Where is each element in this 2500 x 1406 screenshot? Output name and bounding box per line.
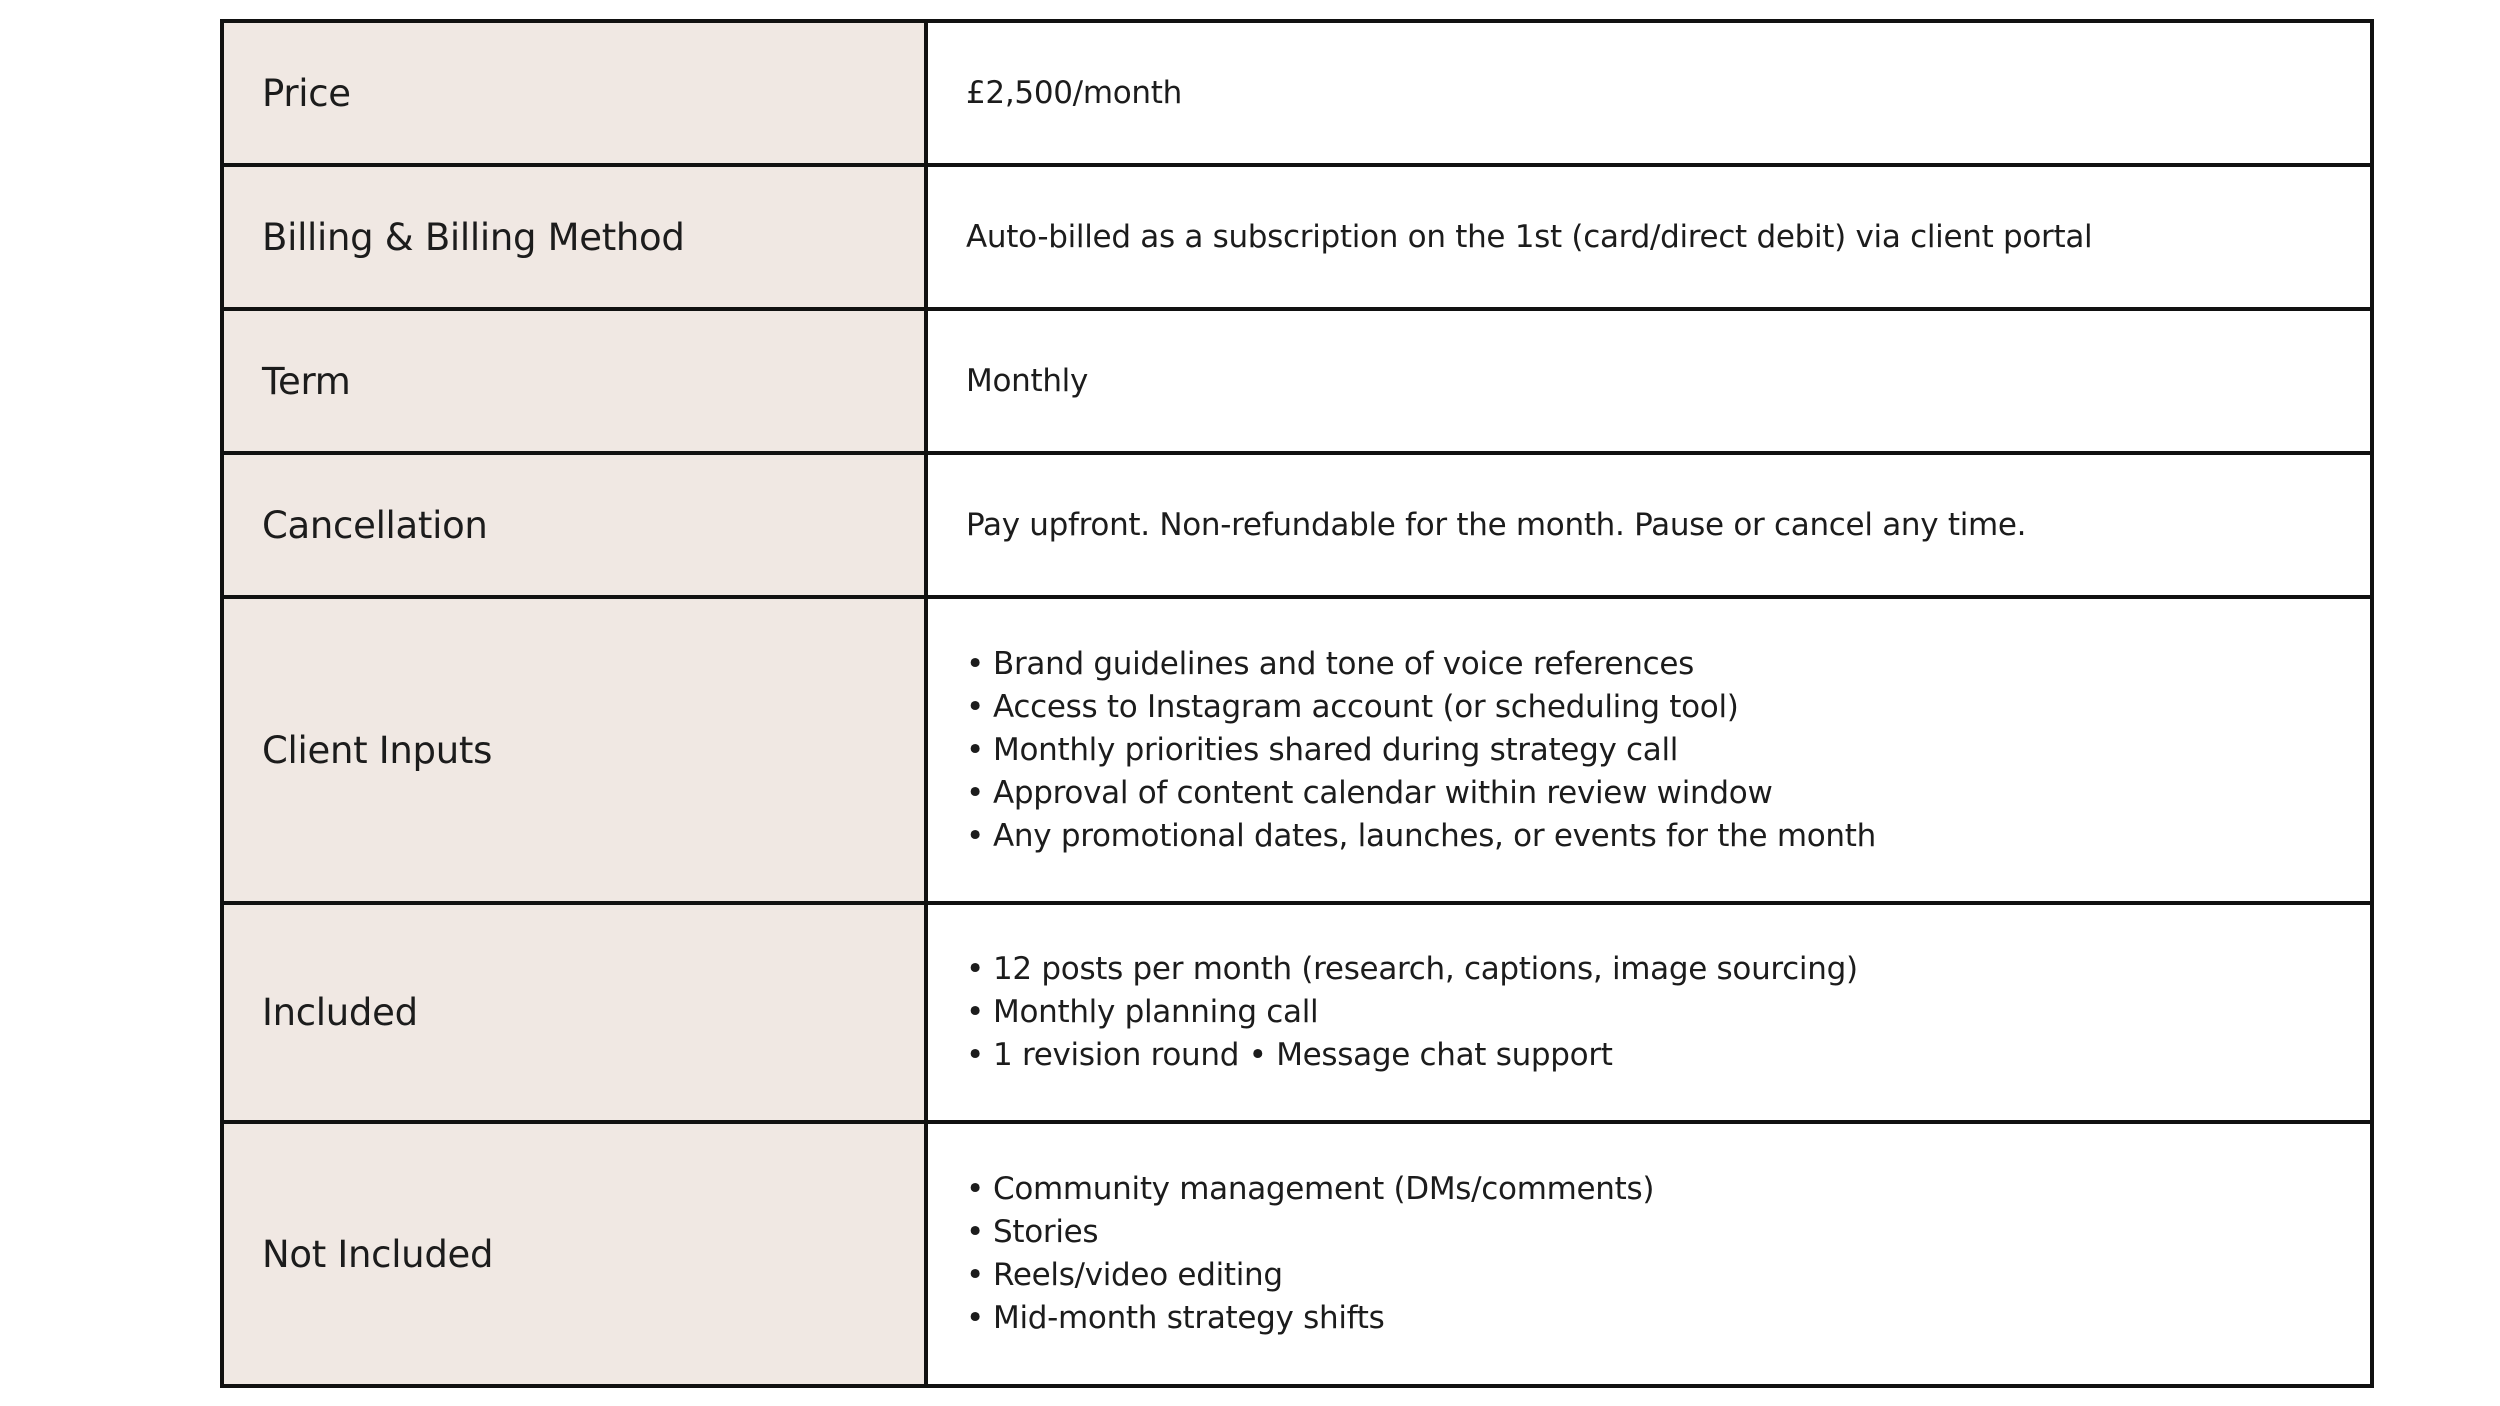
row-value-billing: Auto-billed as a subscription on the 1st (card/direct debit) via client portal xyxy=(926,165,2372,309)
table-row-price xyxy=(222,21,2372,165)
list-item: • Monthly planning call xyxy=(966,991,2340,1034)
row-label-included: Included xyxy=(222,903,926,1122)
list-item: • Stories xyxy=(966,1211,2340,1254)
row-label-not-included: Not Included xyxy=(222,1122,926,1386)
table-row-client-inputs xyxy=(222,597,2372,903)
table-row-term xyxy=(222,309,2372,453)
row-value-included xyxy=(926,903,2372,1122)
client-inputs-list xyxy=(966,643,2340,858)
service-terms-table xyxy=(220,19,2374,1388)
row-label-billing: Billing & Billing Method xyxy=(222,165,926,309)
list-item: • Community management (DMs/comments) xyxy=(966,1168,2340,1211)
list-item: • 12 posts per month (research, captions, image sourcing) xyxy=(966,948,2340,991)
row-value-price: £2,500/month xyxy=(926,21,2372,165)
list-item: • Reels/video editing xyxy=(966,1254,2340,1297)
table-row-cancellation xyxy=(222,453,2372,597)
list-item: • Monthly priorities shared during strategy call xyxy=(966,729,2340,772)
list-item: • Approval of content calendar within review window xyxy=(966,772,2340,815)
list-item: • 1 revision round • Message chat support xyxy=(966,1034,2340,1077)
row-value-not-included xyxy=(926,1122,2372,1386)
table-row-included xyxy=(222,903,2372,1122)
list-item: • Any promotional dates, launches, or events for the month xyxy=(966,815,2340,858)
row-label-price: Price xyxy=(222,21,926,165)
list-item: • Brand guidelines and tone of voice references xyxy=(966,643,2340,686)
table-row-not-included xyxy=(222,1122,2372,1386)
table-row-billing xyxy=(222,165,2372,309)
row-value-term: Monthly xyxy=(926,309,2372,453)
row-value-client-inputs xyxy=(926,597,2372,903)
row-label-term: Term xyxy=(222,309,926,453)
not-included-list xyxy=(966,1168,2340,1340)
list-item: • Access to Instagram account (or scheduling tool) xyxy=(966,686,2340,729)
row-label-client-inputs: Client Inputs xyxy=(222,597,926,903)
list-item: • Mid-month strategy shifts xyxy=(966,1297,2340,1340)
row-label-cancellation: Cancellation xyxy=(222,453,926,597)
included-list xyxy=(966,948,2340,1077)
row-value-cancellation: Pay upfront. Non-refundable for the month. Pause or cancel any time. xyxy=(926,453,2372,597)
